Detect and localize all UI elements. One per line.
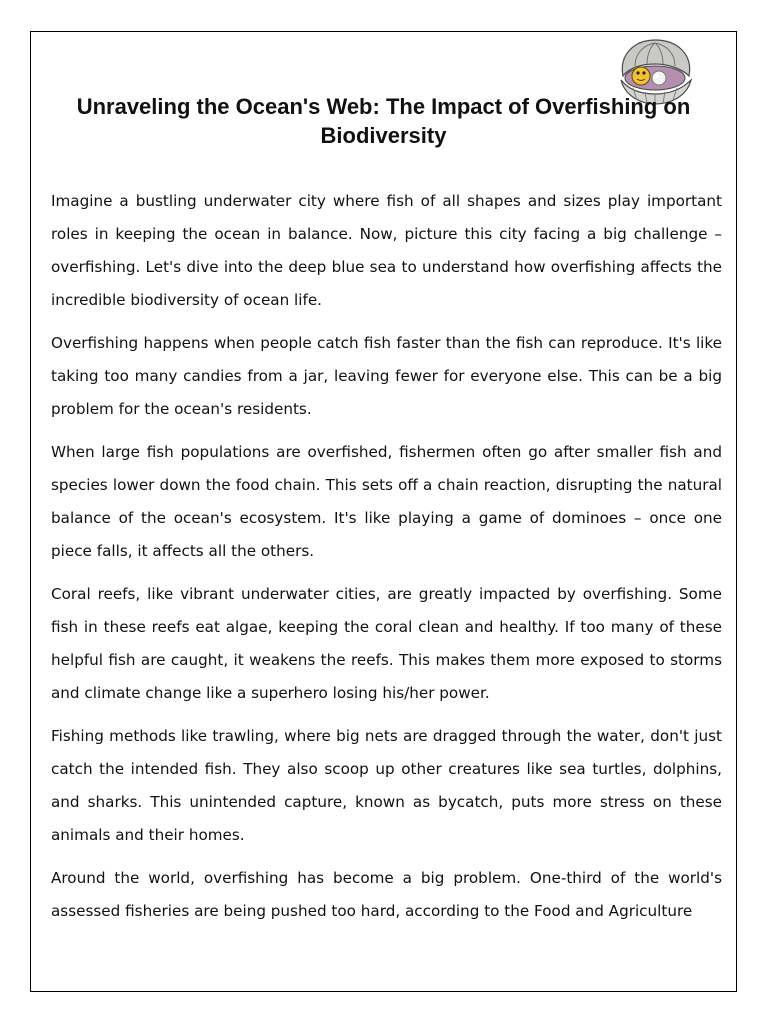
paragraph-food-chain: When large fish populations are overfished, fishermen often go after smaller fish and species lower down the food chain. This sets off a chain reaction, disrupting the natural balance of the ocean's ecosystem. It's like playing a game of dominoes – once one piece falls, it affects all the others. [51,443,722,560]
document-title: Unraveling the Ocean's Web: The Impact of Overfishing on Biodiversity [76,94,691,148]
paragraph-definition: Overfishing happens when people catch fish faster than the fish can reproduce. It's like taking too many candies from a jar, leaving fewer for everyone else. This can be a big problem for the ocean's residents. [51,334,722,418]
paragraph-coral-reefs: Coral reefs, like vibrant underwater cities, are greatly impacted by overfishing. Some fish in these reefs eat algae, keeping the coral clean and healthy. If too many of these helpful fish are caught, it weakens the reefs. This makes them more exposed to storms and climate change like a superhero losing his/her power. [51,585,722,702]
paragraph-bycatch: Fishing methods like trawling, where big nets are dragged through the water, don't just catch the intended fish. They also scoop up other creatures like sea turtles, dolphins, and sharks. This unintended capture, known as bycatch, puts more stress on these animals and their homes. [51,727,722,844]
document-body [51,185,722,938]
paragraph-global-problem: Around the world, overfishing has become a big problem. One-third of the world's assessed fisheries are being pushed too hard, according to the Food and Agriculture [51,869,722,920]
paragraph-intro: Imagine a bustling underwater city where fish of all shapes and sizes play important roles in keeping the ocean in balance. Now, picture this city facing a big challenge – overfishing. Let's dive into the deep blue sea to understand how overfishing affects the incredible biodiversity of ocean life. [51,192,722,309]
document-page [30,31,737,992]
